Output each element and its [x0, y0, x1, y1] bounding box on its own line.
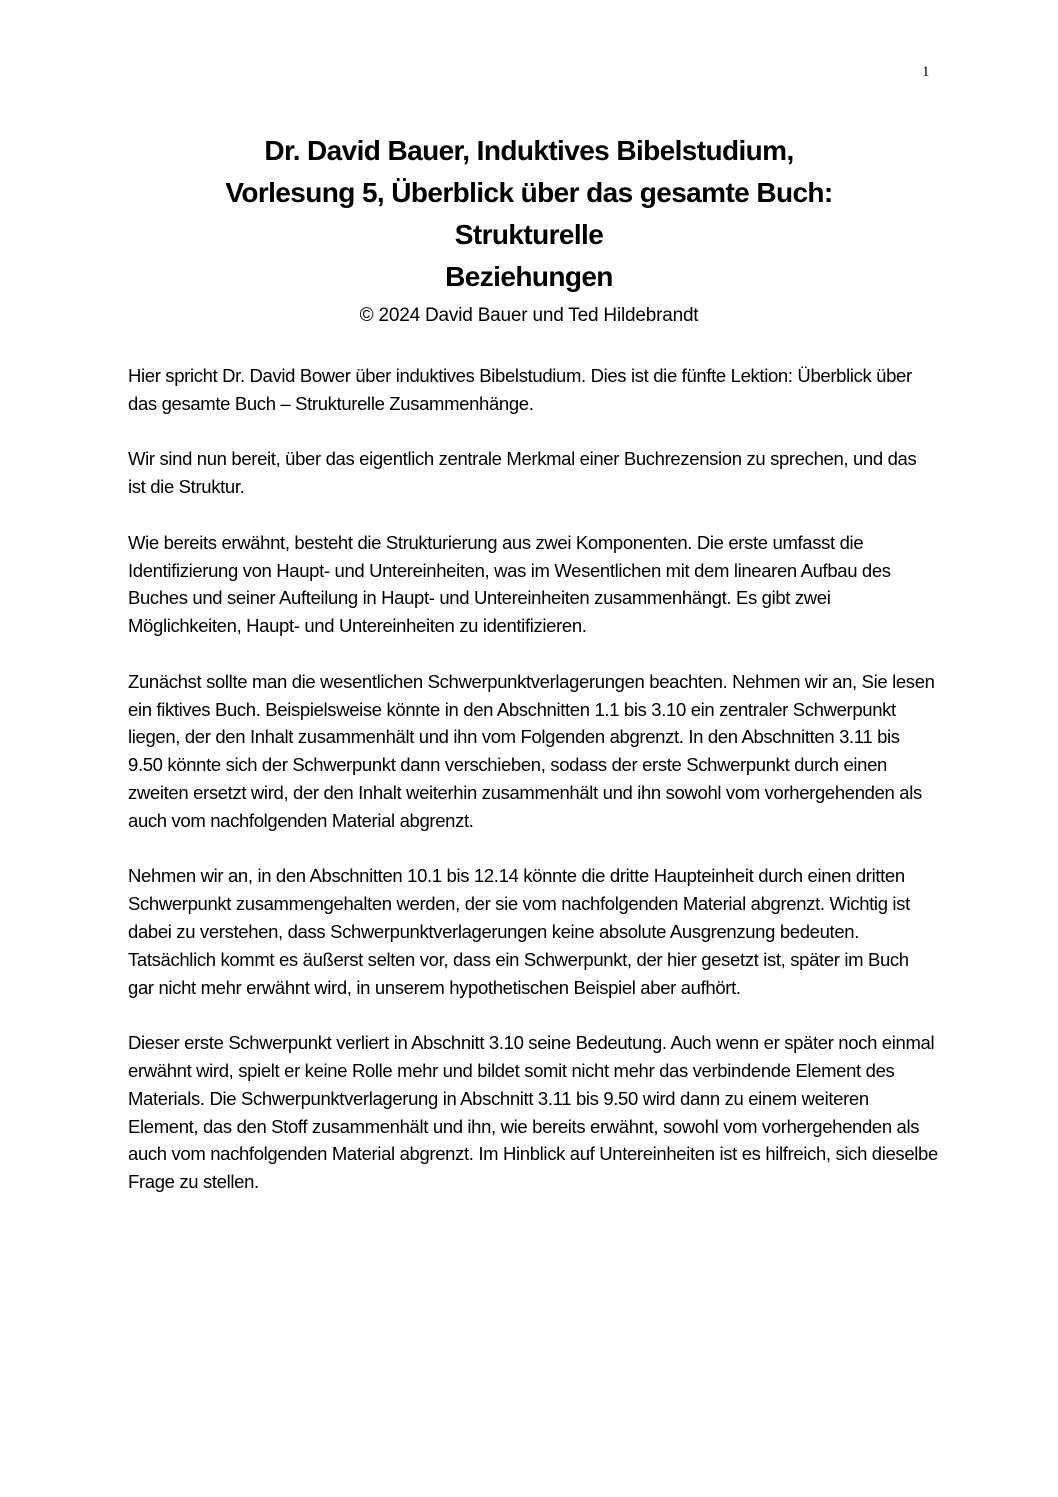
title-line-3: Strukturelle	[454, 219, 604, 250]
paragraph-structure: Wir sind nun bereit, über das eigentlich zentrale Merkmal einer Buchrezension zu sprechen, und das ist die Struktur.	[128, 448, 917, 498]
paragraph-shifts-of-emphasis: Zunächst sollte man die wesentlichen Schwerpunktverlagerungen beachten. Nehmen wir an, Sie lesen ein fiktives Buch. Beispielsweise könnte in den Abschnitten 1.1 bis 3.10 ein zentraler Schwerpunkt liegen, der den Inhalt zusammenhält und ihn vom Folgenden abgrenzt. In den Abschnitten 3.11 bis 9.50 könnte sich der Schwerpunkt dann verschieben, sodass der erste Schwerpunkt durch einen zweiten ersetzt wird, der den Inhalt weiterhin zusammenhält und ihn sowohl vom vorhergehenden als auch vom nachfolgenden Material abgrenzt.	[128, 670, 935, 831]
document-header	[0, 130, 1058, 330]
copyright-notice: © 2024 David Bauer und Ted Hildebrandt	[359, 305, 699, 326]
paragraph-components: Wie bereits erwähnt, besteht die Strukturierung aus zwei Komponenten. Die erste umfasst die Identifizierung von Haupt- und Untereinheiten, was im Wesentlichen mit dem linearen Aufbau des Buches und seiner Aufteilung in Haupt- und Untereinheiten zusammenhängt. Es gibt zwei Möglichkeiten, Haupt- und Untereinheiten zu identifizieren.	[128, 531, 891, 637]
paragraph-third-unit: Nehmen wir an, in den Abschnitten 10.1 bis 12.14 könnte die dritte Haupteinheit durch einen dritten Schwerpunkt zusammengehalten werden, der sie vom nachfolgenden Material abgrenzt. Wichtig ist dabei zu verstehen, dass Schwerpunktverlagerungen keine absolute Ausgrenzung bedeuten. Tatsächlich kommt es äußerst selten vor, dass ein Schwerpunkt, der hier gesetzt ist, später im Buch gar nicht mehr erwähnt wird, in unserem hypothetischen Beispiel aber aufhört.	[128, 865, 910, 998]
paragraph-first-emphasis: Dieser erste Schwerpunkt verliert in Abschnitt 3.10 seine Bedeutung. Auch wenn er später noch einmal erwähnt wird, spielt er keine Rolle mehr und bildet somit nicht mehr das verbindende Element des Materials. Die Schwerpunktverlagerung in Abschnitt 3.11 bis 9.50 wird dann zu einem weiteren Element, das den Stoff zusammenhält und ihn, wie bereits erwähnt, sowohl vom vorhergehenden als auch vom nachfolgenden Material abgrenzt. Im Hinblick auf Untereinheiten ist es hilfreich, sich dieselbe Frage zu stellen.	[128, 1032, 938, 1193]
title-line-4: Beziehungen	[445, 261, 613, 292]
page-number: 1	[922, 64, 930, 80]
title-line-2: Vorlesung 5, Überblick über das gesamte Buch:	[225, 177, 833, 208]
title-line-1: Dr. David Bauer, Induktives Bibelstudium,	[264, 135, 794, 166]
document-body	[128, 362, 938, 1224]
paragraph-intro: Hier spricht Dr. David Bower über induktives Bibelstudium. Dies ist die fünfte Lektion: Überblick über das gesamte Buch – Strukturelle Zusammenhänge.	[128, 365, 912, 414]
